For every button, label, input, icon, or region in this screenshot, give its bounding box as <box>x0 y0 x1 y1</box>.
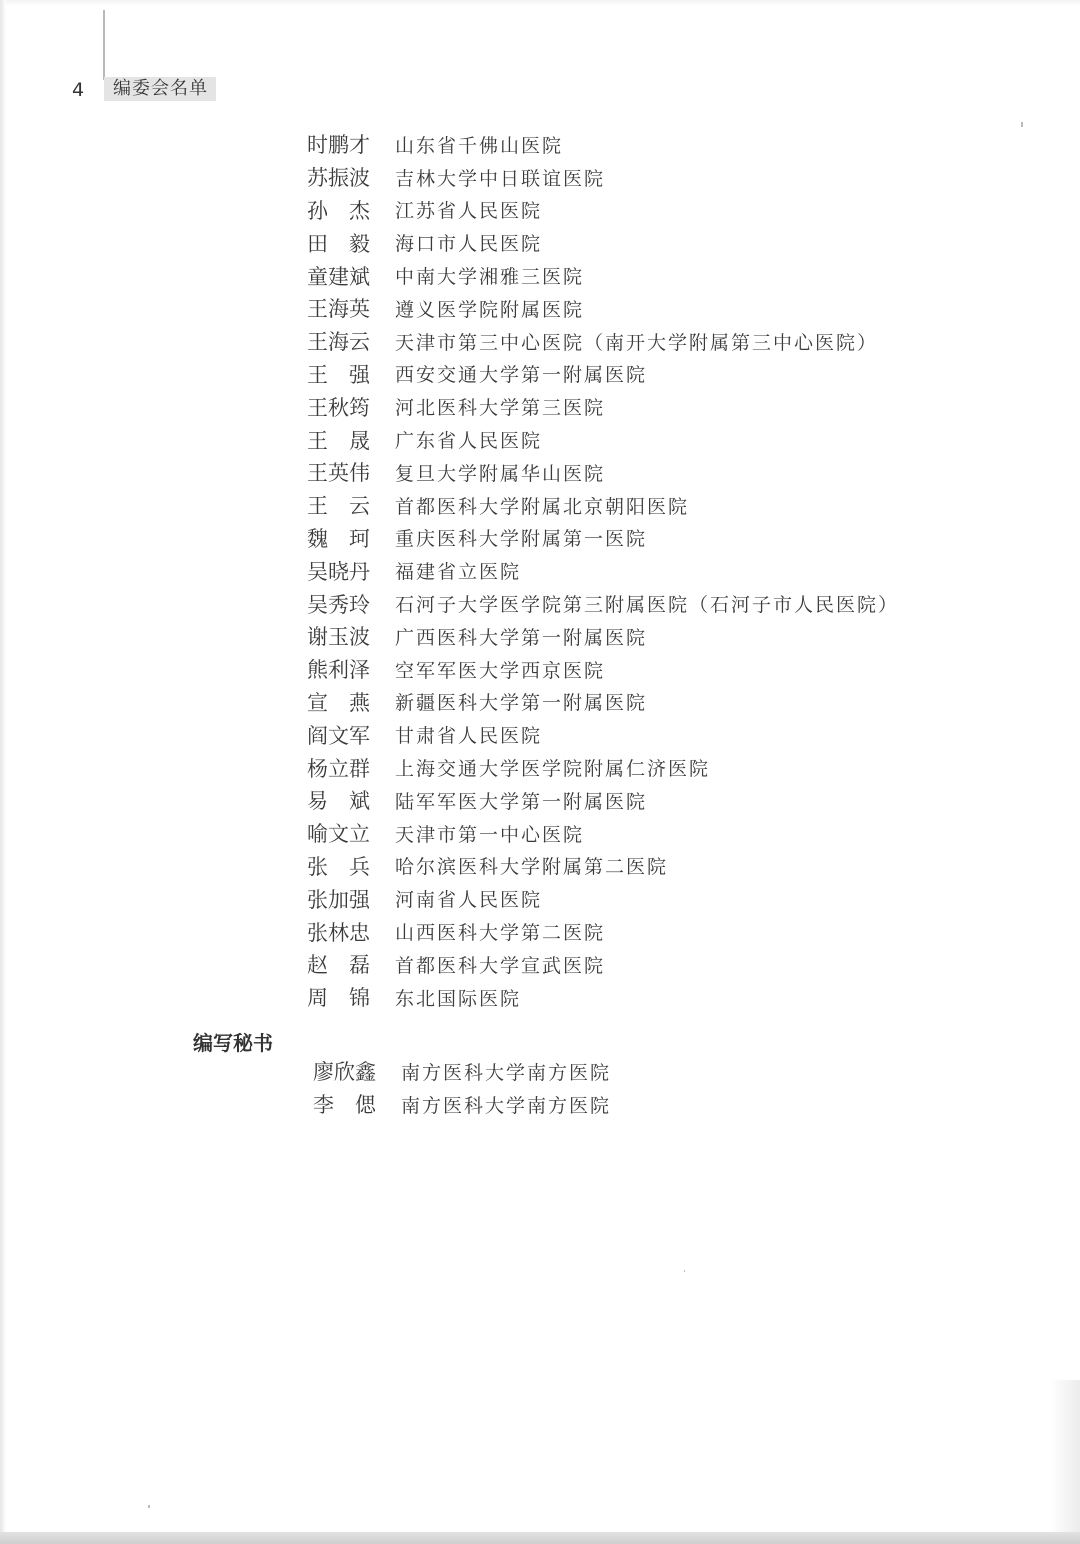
scan-speck <box>684 1270 685 1272</box>
member-institution: 山西医科大学第二医院 <box>395 922 606 945</box>
list-item <box>313 1088 611 1121</box>
member-institution: 石河子大学医学院第三附属医院（石河子市人民医院） <box>395 594 900 617</box>
member-name: 谢玉波 <box>307 625 370 650</box>
member-name: 熊利泽 <box>307 658 370 683</box>
member-institution: 东北国际医院 <box>395 987 522 1010</box>
member-name: 孙 杰 <box>307 198 370 223</box>
list-item <box>307 620 899 653</box>
member-name: 易 斌 <box>307 789 370 814</box>
list-item <box>307 686 899 719</box>
list-item <box>307 292 899 325</box>
member-institution: 重庆医科大学附属第一医院 <box>395 528 648 551</box>
list-item <box>307 390 899 423</box>
editorial-member-list <box>307 128 899 1014</box>
member-institution: 天津市第三中心医院（南开大学附属第三中心医院） <box>395 331 879 354</box>
member-institution: 甘肃省人民医院 <box>395 725 543 748</box>
list-item <box>307 194 899 227</box>
member-name: 王 云 <box>307 494 370 519</box>
member-name: 张 兵 <box>307 854 370 879</box>
list-item <box>307 325 899 358</box>
list-item <box>307 587 899 620</box>
list-item <box>307 554 899 587</box>
secretary-name: 李 偲 <box>313 1093 376 1118</box>
member-name: 阎文军 <box>307 723 370 748</box>
member-name: 吴秀玲 <box>307 592 370 617</box>
member-institution: 山东省千佛山医院 <box>395 134 564 157</box>
member-institution: 首都医科大学宣武医院 <box>395 954 606 977</box>
member-name: 张加强 <box>307 887 370 912</box>
member-institution: 福建省立医院 <box>395 561 522 584</box>
list-item <box>307 522 899 555</box>
member-name: 魏 珂 <box>307 526 370 551</box>
member-institution: 广东省人民医院 <box>395 430 543 453</box>
member-name: 周 锦 <box>307 986 370 1011</box>
list-item <box>307 784 899 817</box>
member-institution: 天津市第一中心医院 <box>395 823 585 846</box>
member-institution: 江苏省人民医院 <box>395 200 543 223</box>
member-institution: 复旦大学附属华山医院 <box>395 462 606 485</box>
scan-bottom-edge <box>0 1532 1080 1544</box>
member-institution: 哈尔滨医科大学附属第二医院 <box>395 856 669 879</box>
member-name: 时鹏才 <box>307 133 370 158</box>
member-name: 王英伟 <box>307 461 370 486</box>
secretaries-heading: 编写秘书 <box>193 1031 273 1055</box>
member-institution: 遵义医学院附属医院 <box>395 298 585 321</box>
list-item <box>307 751 899 784</box>
list-item <box>307 358 899 391</box>
member-institution: 海口市人民医院 <box>395 233 543 256</box>
member-name: 吴晓丹 <box>307 559 370 584</box>
list-item <box>307 817 899 850</box>
scan-left-edge <box>0 0 6 1544</box>
list-item <box>307 423 899 456</box>
member-institution: 河南省人民医院 <box>395 889 543 912</box>
list-item <box>307 259 899 292</box>
member-institution: 空军军医大学西京医院 <box>395 659 606 682</box>
scan-top-edge <box>0 0 1080 6</box>
member-name: 宣 燕 <box>307 690 370 715</box>
list-item <box>307 456 899 489</box>
list-item <box>307 653 899 686</box>
member-name: 王 晟 <box>307 428 370 453</box>
list-item <box>307 489 899 522</box>
list-item <box>307 882 899 915</box>
member-institution: 陆军军医大学第一附属医院 <box>395 790 648 813</box>
scan-speck <box>1021 122 1023 127</box>
member-name: 杨立群 <box>307 756 370 781</box>
list-item <box>307 226 899 259</box>
member-institution: 中南大学湘雅三医院 <box>395 266 585 289</box>
section-title-tab: 编委会名单 <box>104 77 216 101</box>
scan-speck <box>148 1505 150 1508</box>
member-institution: 西安交通大学第一附属医院 <box>395 364 648 387</box>
list-item <box>307 981 899 1014</box>
member-name: 童建斌 <box>307 264 370 289</box>
list-item <box>313 1055 611 1088</box>
scan-right-shadow <box>1050 1380 1080 1532</box>
member-institution: 吉林大学中日联谊医院 <box>395 167 606 190</box>
list-item <box>307 718 899 751</box>
page-number: 4 <box>72 79 85 101</box>
member-institution: 广西医科大学第一附属医院 <box>395 626 648 649</box>
member-name: 王秋筠 <box>307 395 370 420</box>
member-institution: 上海交通大学医学院附属仁济医院 <box>395 758 711 781</box>
member-institution: 首都医科大学附属北京朝阳医院 <box>395 495 690 518</box>
secretary-institution: 南方医科大学南方医院 <box>401 1061 612 1084</box>
list-item <box>307 850 899 883</box>
list-item <box>307 915 899 948</box>
member-name: 苏振波 <box>307 166 370 191</box>
member-institution: 河北医科大学第三医院 <box>395 397 606 420</box>
member-name: 张林忠 <box>307 920 370 945</box>
member-name: 王 强 <box>307 362 370 387</box>
list-item <box>307 161 899 194</box>
member-name: 田 毅 <box>307 231 370 256</box>
secretary-institution: 南方医科大学南方医院 <box>401 1094 612 1117</box>
member-name: 赵 磊 <box>307 953 370 978</box>
member-name: 王海英 <box>307 297 370 322</box>
secretary-list <box>313 1055 611 1121</box>
member-name: 王海云 <box>307 330 370 355</box>
list-item <box>307 128 899 161</box>
member-institution: 新疆医科大学第一附属医院 <box>395 692 648 715</box>
list-item <box>307 948 899 981</box>
secretary-name: 廖欣鑫 <box>313 1060 376 1085</box>
header-vertical-rule <box>103 10 105 80</box>
member-name: 喻文立 <box>307 822 370 847</box>
